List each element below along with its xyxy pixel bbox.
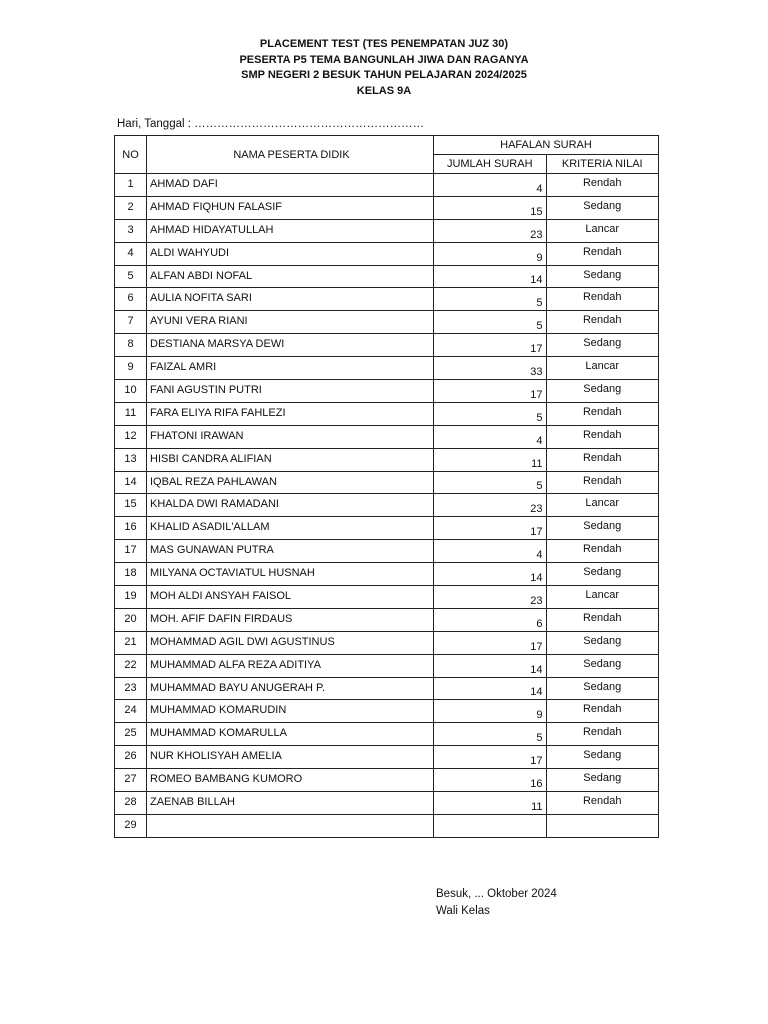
- row-name: NUR KHOLISYAH AMELIA: [147, 746, 434, 769]
- row-kriteria: Rendah: [546, 471, 659, 494]
- table-row: [115, 792, 659, 815]
- row-name: MUHAMMAD BAYU ANUGERAH P.: [147, 677, 434, 700]
- row-number: 29: [115, 814, 147, 837]
- row-number: 15: [115, 494, 147, 517]
- table-row: [115, 586, 659, 609]
- row-name: MUHAMMAD KOMARULLA: [147, 723, 434, 746]
- row-name: ROMEO BAMBANG KUMORO: [147, 769, 434, 792]
- row-jumlah: 5: [434, 288, 547, 311]
- table-row: [115, 677, 659, 700]
- row-number: 22: [115, 654, 147, 677]
- row-number: 9: [115, 357, 147, 380]
- row-jumlah: 17: [434, 517, 547, 540]
- row-jumlah: 14: [434, 677, 547, 700]
- student-table: [114, 135, 659, 838]
- row-kriteria: Sedang: [546, 769, 659, 792]
- table-row: [115, 196, 659, 219]
- row-jumlah: 5: [434, 402, 547, 425]
- table-row: [115, 357, 659, 380]
- row-kriteria: Sedang: [546, 746, 659, 769]
- row-kriteria: Rendah: [546, 288, 659, 311]
- row-number: 5: [115, 265, 147, 288]
- title-line-4: KELAS 9A: [356, 84, 412, 97]
- table-row: [115, 402, 659, 425]
- row-number: 20: [115, 608, 147, 631]
- title-line-2: PESERTA P5 TEMA BANGUNLAH JIWA DAN RAGANYA: [239, 53, 529, 66]
- row-kriteria: Lancar: [546, 357, 659, 380]
- row-kriteria: Sedang: [546, 196, 659, 219]
- row-name: HISBI CANDRA ALIFIAN: [147, 448, 434, 471]
- row-jumlah: 4: [434, 540, 547, 563]
- row-name: AHMAD FIQHUN FALASIF: [147, 196, 434, 219]
- row-name: AHMAD DAFI: [147, 174, 434, 197]
- row-kriteria: Rendah: [546, 448, 659, 471]
- row-jumlah: 17: [434, 380, 547, 403]
- table-body: [115, 174, 659, 838]
- header-kriteria: KRITERIA NILAI: [546, 155, 659, 174]
- row-kriteria: Rendah: [546, 723, 659, 746]
- row-kriteria: [546, 814, 659, 837]
- table-row: [115, 563, 659, 586]
- table-row: [115, 242, 659, 265]
- row-kriteria: Rendah: [546, 792, 659, 815]
- row-name: FARA ELIYA RIFA FAHLEZI: [147, 402, 434, 425]
- row-name: MOH ALDI ANSYAH FAISOL: [147, 586, 434, 609]
- header-hafalan: HAFALAN SURAH: [434, 136, 659, 155]
- header-name: NAMA PESERTA DIDIK: [147, 136, 434, 174]
- row-jumlah: 17: [434, 334, 547, 357]
- table-row: [115, 608, 659, 631]
- signature-role: Wali Kelas: [436, 905, 490, 917]
- table-row: [115, 814, 659, 837]
- table-row: [115, 288, 659, 311]
- row-number: 6: [115, 288, 147, 311]
- table-row: [115, 723, 659, 746]
- row-jumlah: 5: [434, 311, 547, 334]
- table-row: [115, 219, 659, 242]
- row-jumlah: 14: [434, 654, 547, 677]
- table-row: [115, 265, 659, 288]
- row-kriteria: Sedang: [546, 677, 659, 700]
- row-name: ALDI WAHYUDI: [147, 242, 434, 265]
- row-number: 4: [115, 242, 147, 265]
- row-jumlah: 4: [434, 174, 547, 197]
- row-jumlah: 5: [434, 723, 547, 746]
- row-number: 25: [115, 723, 147, 746]
- row-kriteria: Rendah: [546, 608, 659, 631]
- row-number: 13: [115, 448, 147, 471]
- table-row: [115, 448, 659, 471]
- row-kriteria: Rendah: [546, 402, 659, 425]
- table-row: [115, 517, 659, 540]
- table-row: [115, 769, 659, 792]
- table-row: [115, 174, 659, 197]
- row-kriteria: Lancar: [546, 219, 659, 242]
- row-name: AHMAD HIDAYATULLAH: [147, 219, 434, 242]
- row-number: 7: [115, 311, 147, 334]
- table-row: [115, 700, 659, 723]
- row-jumlah: 17: [434, 746, 547, 769]
- table-row: [115, 380, 659, 403]
- row-number: 16: [115, 517, 147, 540]
- row-name: IQBAL REZA PAHLAWAN: [147, 471, 434, 494]
- row-name: MILYANA OCTAVIATUL HUSNAH: [147, 563, 434, 586]
- row-number: 21: [115, 631, 147, 654]
- row-name: FAIZAL AMRI: [147, 357, 434, 380]
- row-name: MAS GUNAWAN PUTRA: [147, 540, 434, 563]
- row-name: MOHAMMAD AGIL DWI AGUSTINUS: [147, 631, 434, 654]
- row-number: 19: [115, 586, 147, 609]
- table-row: [115, 471, 659, 494]
- row-jumlah: 9: [434, 242, 547, 265]
- table-row: [115, 654, 659, 677]
- row-kriteria: Rendah: [546, 540, 659, 563]
- row-name: ALFAN ABDI NOFAL: [147, 265, 434, 288]
- row-number: 24: [115, 700, 147, 723]
- signature-block: [436, 886, 557, 920]
- row-jumlah: [434, 814, 547, 837]
- row-kriteria: Sedang: [546, 380, 659, 403]
- row-number: 28: [115, 792, 147, 815]
- row-name: MUHAMMAD KOMARUDIN: [147, 700, 434, 723]
- row-jumlah: 23: [434, 219, 547, 242]
- row-kriteria: Lancar: [546, 586, 659, 609]
- row-number: 1: [115, 174, 147, 197]
- row-number: 3: [115, 219, 147, 242]
- row-jumlah: 15: [434, 196, 547, 219]
- row-number: 2: [115, 196, 147, 219]
- row-jumlah: 23: [434, 586, 547, 609]
- row-kriteria: Lancar: [546, 494, 659, 517]
- table-row: [115, 540, 659, 563]
- row-kriteria: Sedang: [546, 654, 659, 677]
- row-name: KHALDA DWI RAMADANI: [147, 494, 434, 517]
- row-jumlah: 16: [434, 769, 547, 792]
- row-jumlah: 6: [434, 608, 547, 631]
- table-row: [115, 334, 659, 357]
- row-number: 26: [115, 746, 147, 769]
- row-jumlah: 9: [434, 700, 547, 723]
- row-number: 23: [115, 677, 147, 700]
- row-name: [147, 814, 434, 837]
- row-kriteria: Sedang: [546, 334, 659, 357]
- row-kriteria: Rendah: [546, 700, 659, 723]
- row-jumlah: 17: [434, 631, 547, 654]
- row-name: AYUNI VERA RIANI: [147, 311, 434, 334]
- table-row: [115, 494, 659, 517]
- row-jumlah: 14: [434, 563, 547, 586]
- row-jumlah: 14: [434, 265, 547, 288]
- row-kriteria: Sedang: [546, 265, 659, 288]
- table-row: [115, 631, 659, 654]
- row-name: AULIA NOFITA SARI: [147, 288, 434, 311]
- row-jumlah: 11: [434, 792, 547, 815]
- row-number: 8: [115, 334, 147, 357]
- row-name: DESTIANA MARSYA DEWI: [147, 334, 434, 357]
- table-row: [115, 311, 659, 334]
- header-jumlah: JUMLAH SURAH: [434, 155, 547, 174]
- row-jumlah: 11: [434, 448, 547, 471]
- row-jumlah: 4: [434, 425, 547, 448]
- title-line-1: PLACEMENT TEST (TES PENEMPATAN JUZ 30): [259, 38, 509, 50]
- row-number: 11: [115, 402, 147, 425]
- table-row: [115, 746, 659, 769]
- row-name: KHALID ASADIL'ALLAM: [147, 517, 434, 540]
- row-kriteria: Rendah: [546, 425, 659, 448]
- row-number: 14: [115, 471, 147, 494]
- row-name: MUHAMMAD ALFA REZA ADITIYA: [147, 654, 434, 677]
- row-name: ZAENAB BILLAH: [147, 792, 434, 815]
- row-jumlah: 23: [434, 494, 547, 517]
- row-number: 18: [115, 563, 147, 586]
- document-title: [0, 37, 768, 99]
- row-name: FANI AGUSTIN PUTRI: [147, 380, 434, 403]
- row-kriteria: Rendah: [546, 311, 659, 334]
- row-kriteria: Sedang: [546, 517, 659, 540]
- row-jumlah: 33: [434, 357, 547, 380]
- row-number: 12: [115, 425, 147, 448]
- row-number: 10: [115, 380, 147, 403]
- title-line-3: SMP NEGERI 2 BESUK TAHUN PELAJARAN 2024/2025: [241, 69, 527, 81]
- row-kriteria: Rendah: [546, 242, 659, 265]
- signature-place-date: Besuk, ... Oktober 2024: [436, 888, 557, 900]
- row-jumlah: 5: [434, 471, 547, 494]
- row-number: 27: [115, 769, 147, 792]
- row-name: MOH. AFIF DAFIN FIRDAUS: [147, 608, 434, 631]
- row-name: FHATONI IRAWAN: [147, 425, 434, 448]
- row-kriteria: Sedang: [546, 631, 659, 654]
- date-line: Hari, Tanggal : ……………………………………………………: [117, 118, 425, 130]
- table-row: [115, 425, 659, 448]
- row-kriteria: Sedang: [546, 563, 659, 586]
- header-no: NO: [115, 136, 147, 174]
- row-kriteria: Rendah: [546, 174, 659, 197]
- row-number: 17: [115, 540, 147, 563]
